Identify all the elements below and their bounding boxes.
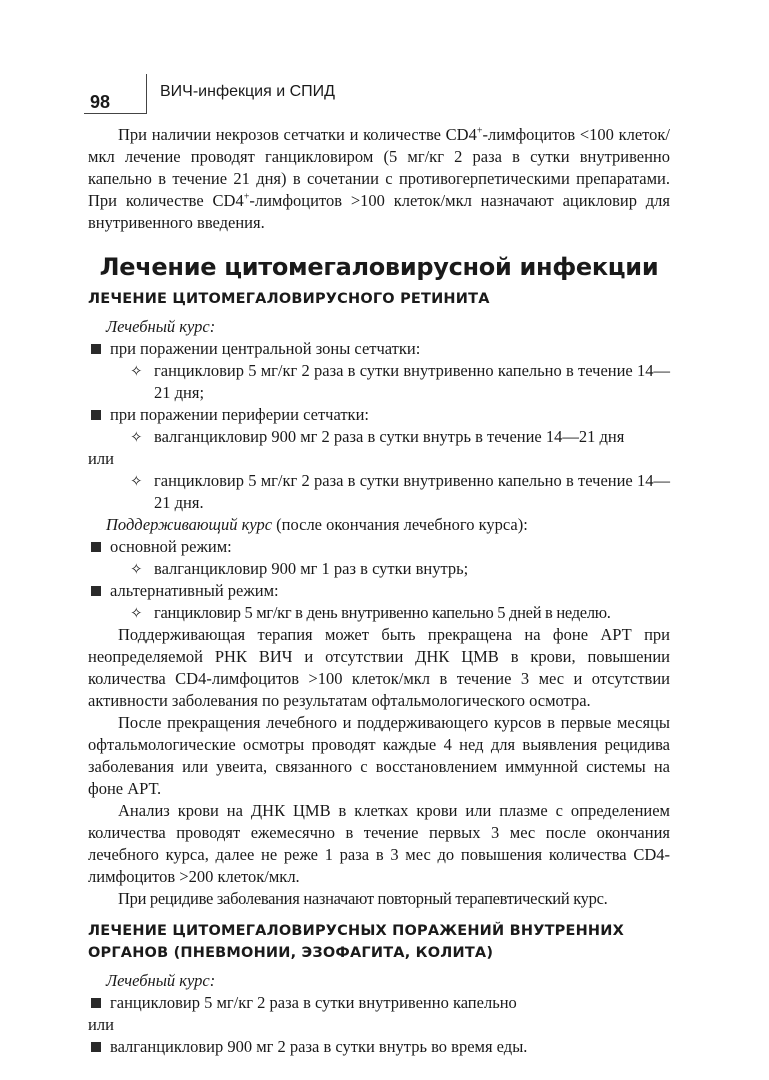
sub-list-item (130, 602, 670, 624)
square-bullet-icon (91, 586, 101, 596)
list-item (88, 338, 670, 360)
diamond-star-icon: ✧ (130, 472, 143, 490)
or-label: или (88, 1015, 114, 1034)
list-item (88, 1036, 670, 1058)
square-bullet-icon (91, 344, 101, 354)
maintenance-course-line (106, 514, 670, 536)
intro-text-3: -лимфоцитов >100 клеток/мкл назначают ацикловир для внутривенного введения. (88, 191, 670, 232)
treatment-course-label: Лечебный курс: (106, 317, 216, 336)
sub-list-item-text: ганцикловир 5 мг/кг 2 раза в сутки внутривенно капельно в течение 14—21 дня. (154, 471, 670, 512)
paragraph: После прекращения лечебного и поддерживающего курсов в первые месяцы офтальмологические осмотры проводят каждые 4 нед для выявления рецидива заболевания или увеита, связанного с восстановлением иммунной системы на фоне АРТ. (88, 713, 670, 798)
maintenance-course-label: Поддерживающий курс (106, 515, 273, 534)
list-item (88, 580, 670, 602)
diamond-star-icon: ✧ (130, 362, 143, 380)
superscript-plus: + (476, 125, 483, 137)
square-bullet-icon (91, 1042, 101, 1052)
diamond-star-icon: ✧ (130, 604, 143, 622)
list-item (88, 536, 670, 558)
header-horizontal-rule (84, 113, 147, 114)
list-item (88, 992, 670, 1014)
list-item-text: при поражении центральной зоны сетчатки: (110, 339, 421, 358)
square-bullet-icon (91, 542, 101, 552)
list-item-text: основной режим: (110, 537, 232, 556)
superscript-plus: + (243, 191, 250, 203)
sub-list-item-text: валганцикловир 900 мг 1 раз в сутки внутрь; (154, 559, 469, 578)
list-item (88, 404, 670, 426)
retinitis-heading: ЛЕЧЕНИЕ ЦИТОМЕГАЛОВИРУСНОГО РЕТИНИТА (88, 291, 490, 307)
sub-list-item (130, 360, 670, 404)
page-content (88, 124, 670, 1058)
square-bullet-icon (91, 410, 101, 420)
diamond-star-icon: ✧ (130, 428, 143, 446)
list-item-text: валганцикловир 900 мг 2 раза в сутки внутрь во время еды. (110, 1037, 528, 1056)
sub-list-item-text: валганцикловир 900 мг 2 раза в сутки внутрь в течение 14—21 дня (154, 427, 625, 446)
sub-list-item (130, 426, 670, 448)
running-title: ВИЧ-инфекция и СПИД (160, 83, 335, 100)
list-item-text: альтернативный режим: (110, 581, 279, 600)
header-vertical-rule (146, 74, 147, 114)
list-item-text: при поражении периферии сетчатки: (110, 405, 369, 424)
paragraph: При рецидиве заболевания назначают повторный терапевтический курс. (118, 889, 608, 908)
list-item-text: ганцикловир 5 мг/кг 2 раза в сутки внутривенно капельно (110, 993, 517, 1012)
square-bullet-icon (91, 998, 101, 1008)
page-number: 98 (90, 92, 111, 112)
sub-list-item-text: ганцикловир 5 мг/кг в день внутривенно капельно 5 дней в неделю. (154, 603, 611, 622)
intro-text-2: -лимфоцитов <100 клеток/мкл лечение проводят ганцикловиром (5 мг/кг 2 раза в сутки внутривенно капельно в течение 21 дня) в сочетании с противогерпетическими препаратами. При количестве CD4 (88, 125, 670, 210)
treatment-course-label: Лечебный курс: (106, 971, 216, 990)
paragraph: Анализ крови на ДНК ЦМВ в клетках крови или плазме с определением количества проводят ежемесячно в течение первых 3 мес после окончания лечебного курса, далее не реже 1 раза в 3 мес до повышения количества CD4-лимфоцитов >200 клеток/мкл. (88, 801, 670, 886)
organs-heading: ЛЕЧЕНИЕ ЦИТОМЕГАЛОВИРУСНЫХ ПОРАЖЕНИЙ ВНУТРЕННИХ ОРГАНОВ (ПНЕВМОНИИ, ЭЗОФАГИТА, КОЛИТА) (88, 923, 624, 961)
diamond-star-icon: ✧ (130, 560, 143, 578)
intro-paragraph (88, 124, 670, 234)
sub-list-item-text: ганцикловир 5 мг/кг 2 раза в сутки внутривенно капельно в течение 14—21 дня; (154, 361, 670, 402)
paragraph: Поддерживающая терапия может быть прекращена на фоне АРТ при неопределяемой РНК ВИЧ и отсутствии ДНК ЦМВ в крови, повышении количества CD4-лимфоцитов >100 клеток/мкл в течение 3 мес и отсутствии активности заболевания по результатам офтальмологического осмотра. (88, 625, 670, 710)
intro-text-1: При наличии некрозов сетчатки и количестве CD4 (118, 125, 477, 144)
maintenance-course-note: (после окончания лечебного курса): (272, 515, 528, 534)
section-title: Лечение цитомегаловирусной инфекции (99, 253, 659, 281)
sub-list-item (130, 470, 670, 514)
or-label: или (88, 449, 114, 468)
sub-list-item (130, 558, 670, 580)
